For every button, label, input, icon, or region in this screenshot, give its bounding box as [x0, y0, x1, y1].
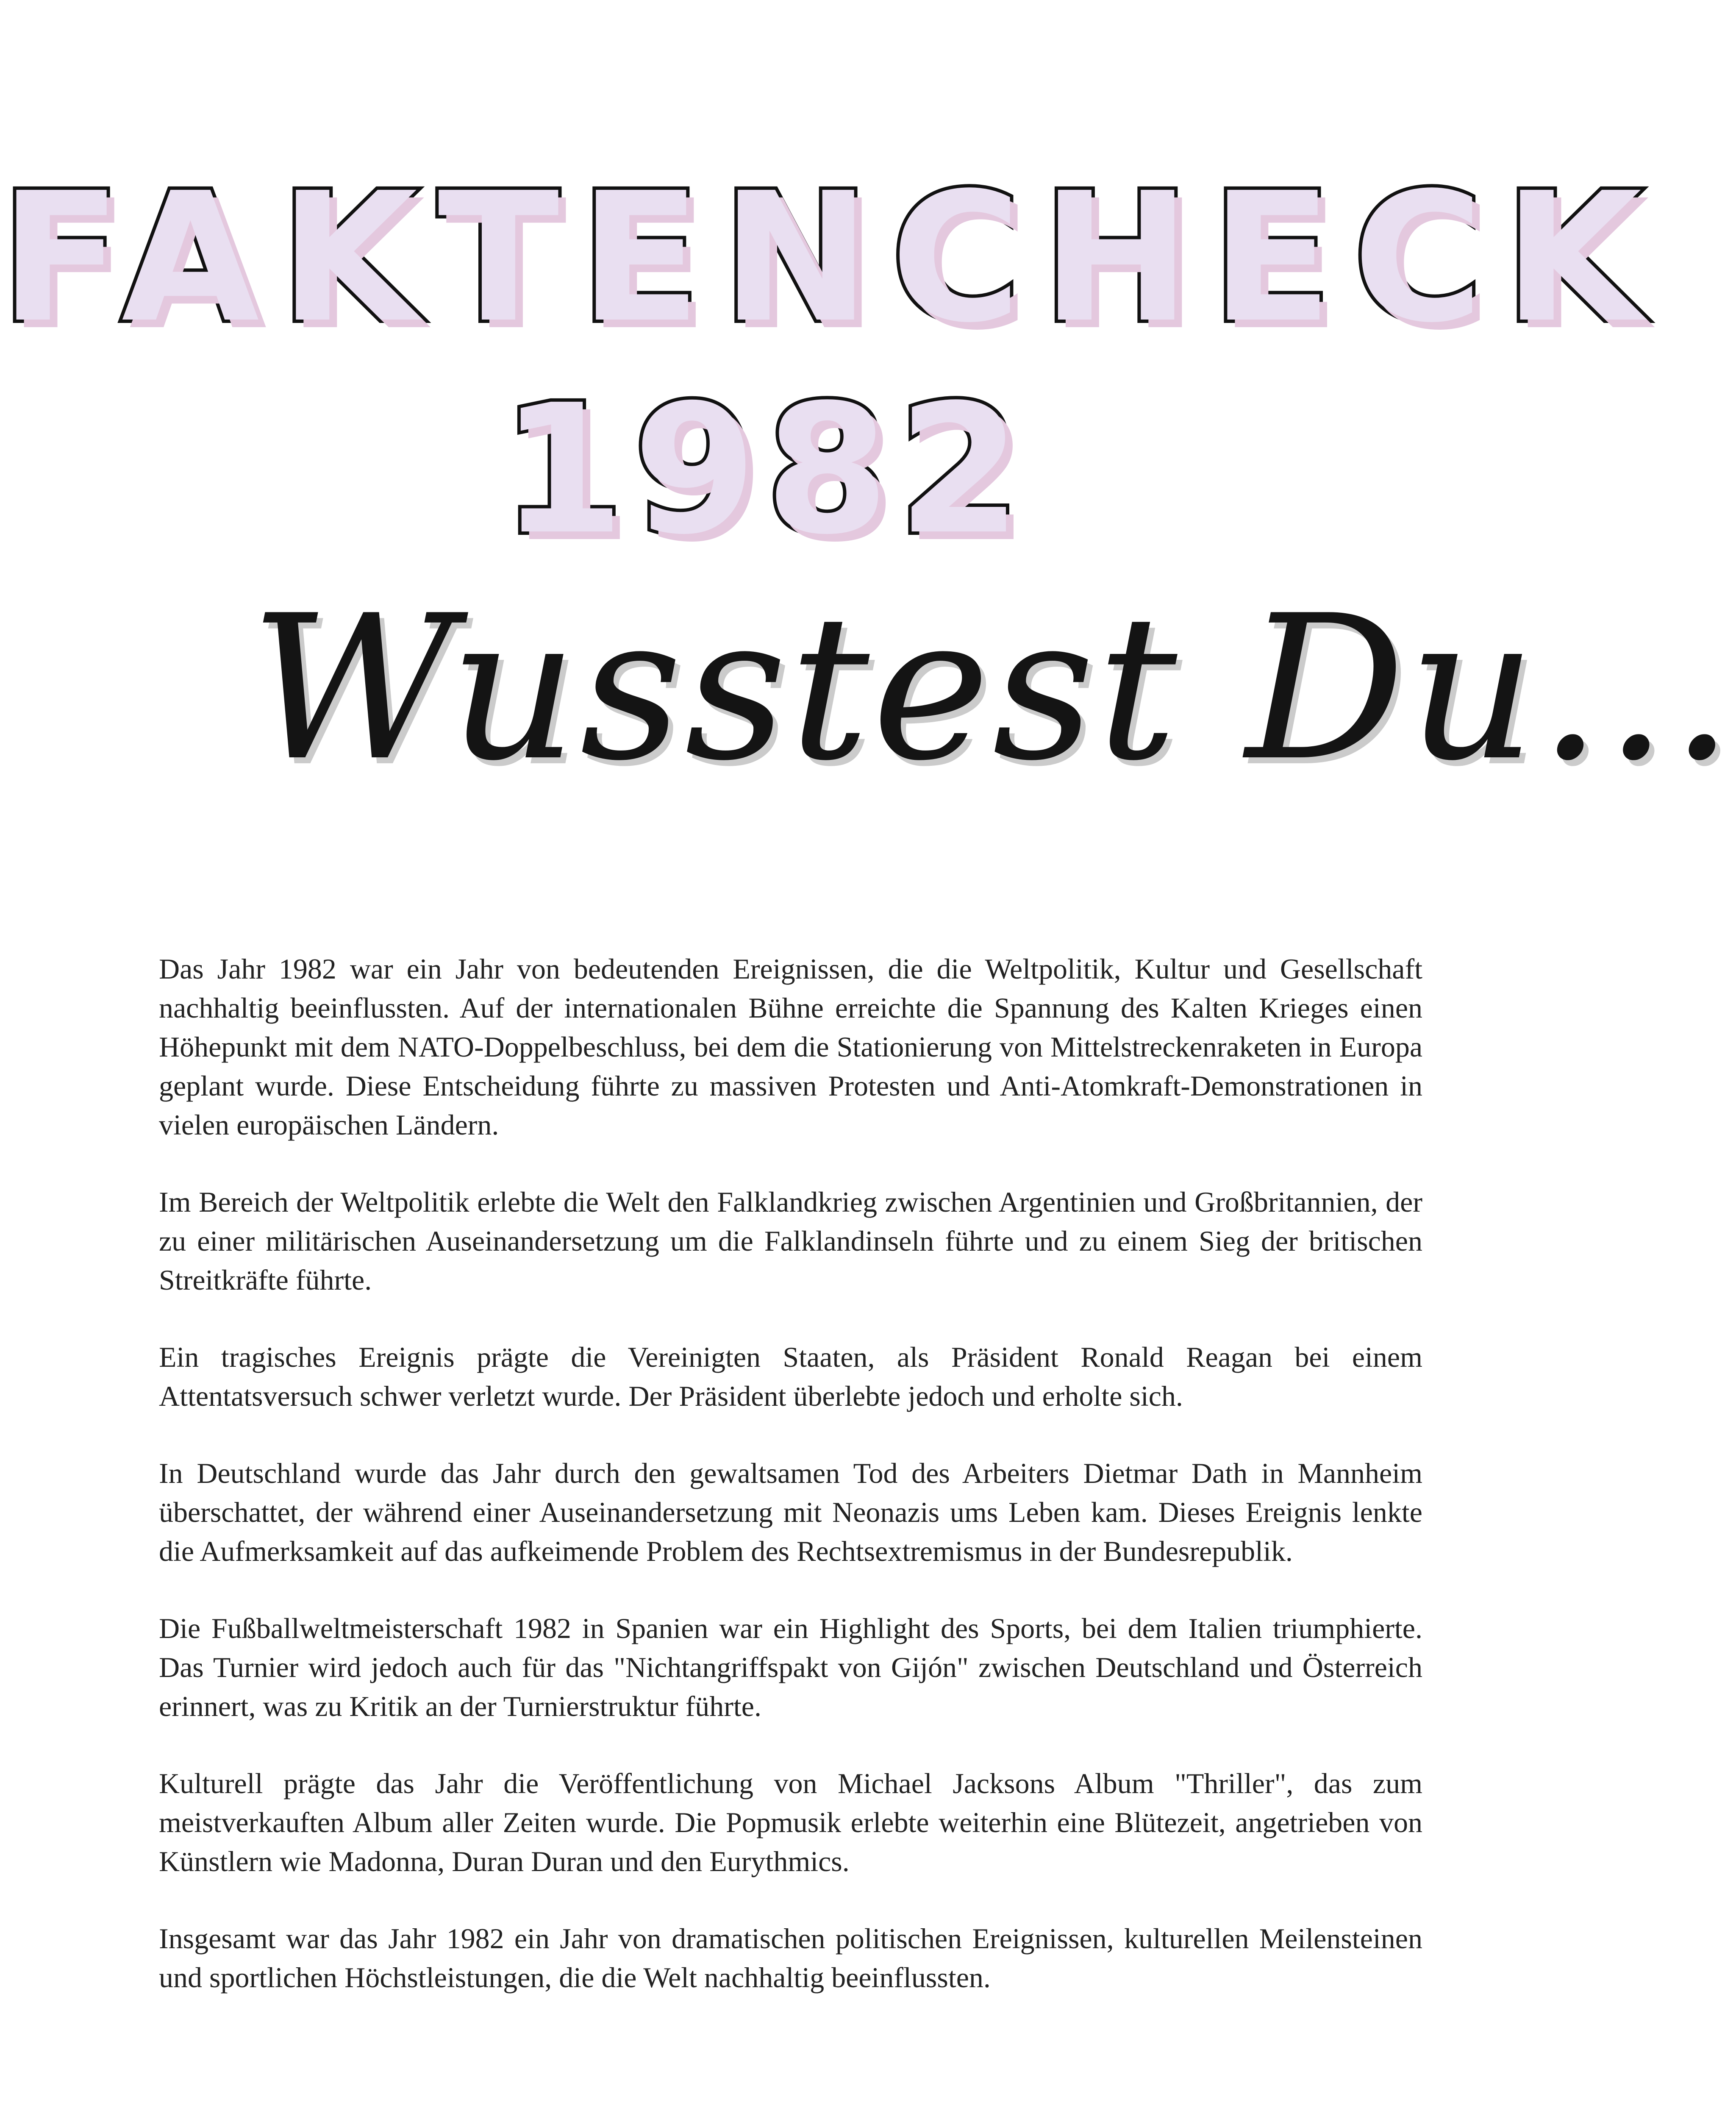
paragraph-falklandkrieg: Im Bereich der Weltpolitik erlebte die Welt den Falklandkrieg zwischen Argentinien und Großbritannien, der zu einer militärischen Auseinandersetzung um die Falklandinseln führte und zu einem Sieg der britischen Streitkräfte führte.	[159, 1186, 1422, 1296]
paragraph-intro: Das Jahr 1982 war ein Jahr von bedeutenden Ereignissen, die die Weltpolitik, Kultur und Gesellschaft nachhaltig beeinflussten. Auf der internationalen Bühne erreichte die Spannung des Kalten Krieges einen Höhepunkt mit dem NATO-Doppelbeschluss, bei dem die Stationierung von Mittelstreckenraketen in Europa geplant wurde. Diese Entscheidung führte zu massiven Protesten und Anti-Atomkraft-Demonstrationen in vielen europäischen Ländern.	[159, 953, 1422, 1141]
paragraph-fussball-wm: Die Fußballweltmeisterschaft 1982 in Spanien war ein Highlight des Sports, bei dem Italien triumphierte. Das Turnier wird jedoch auch für das "Nichtangriffspakt von Gijón" zwischen Deutschland und Österreich erinnert, was zu Kritik an der Turnierstruktur führte.	[159, 1612, 1422, 1722]
title-faktencheck: FAKTENCHECK	[0, 155, 1662, 362]
subtitle-wusstest-du: Wusstest Du...	[250, 573, 1736, 804]
paragraph-reagan: Ein tragisches Ereignis prägte die Vereinigten Staaten, als Präsident Ronald Reagan bei einem Attentatsversuch schwer verletzt wurde. Der Präsident überlebte jedoch und erholte sich.	[159, 1341, 1422, 1412]
paragraph-kultur: Kulturell prägte das Jahr die Veröffentlichung von Michael Jacksons Album "Thriller", das zum meistverkauften Album aller Zeiten wurde. Die Popmusik erlebte weiterhin eine Blütezeit, angetrieben von Künstlern wie Madonna, Duran Duran und den Eurythmics.	[159, 1767, 1422, 1877]
title-year: 1982	[500, 367, 1030, 574]
paragraph-deutschland: In Deutschland wurde das Jahr durch den gewaltsamen Tod des Arbeiters Dietmar Dath in Mannheim überschattet, der während einer Auseinandersetzung mit Neonazis ums Leben kam. Dieses Ereignis lenkte die Aufmerksamkeit auf das aufkeimende Problem des Rechtsextremismus in der Bundesrepublik.	[159, 1457, 1422, 1567]
body-text	[159, 949, 1422, 2035]
paragraph-fazit: Insgesamt war das Jahr 1982 ein Jahr von dramatischen politischen Ereignissen, kulturellen Meilensteinen und sportlichen Höchstleistungen, die die Welt nachhaltig beeinflussten.	[159, 1922, 1422, 1994]
